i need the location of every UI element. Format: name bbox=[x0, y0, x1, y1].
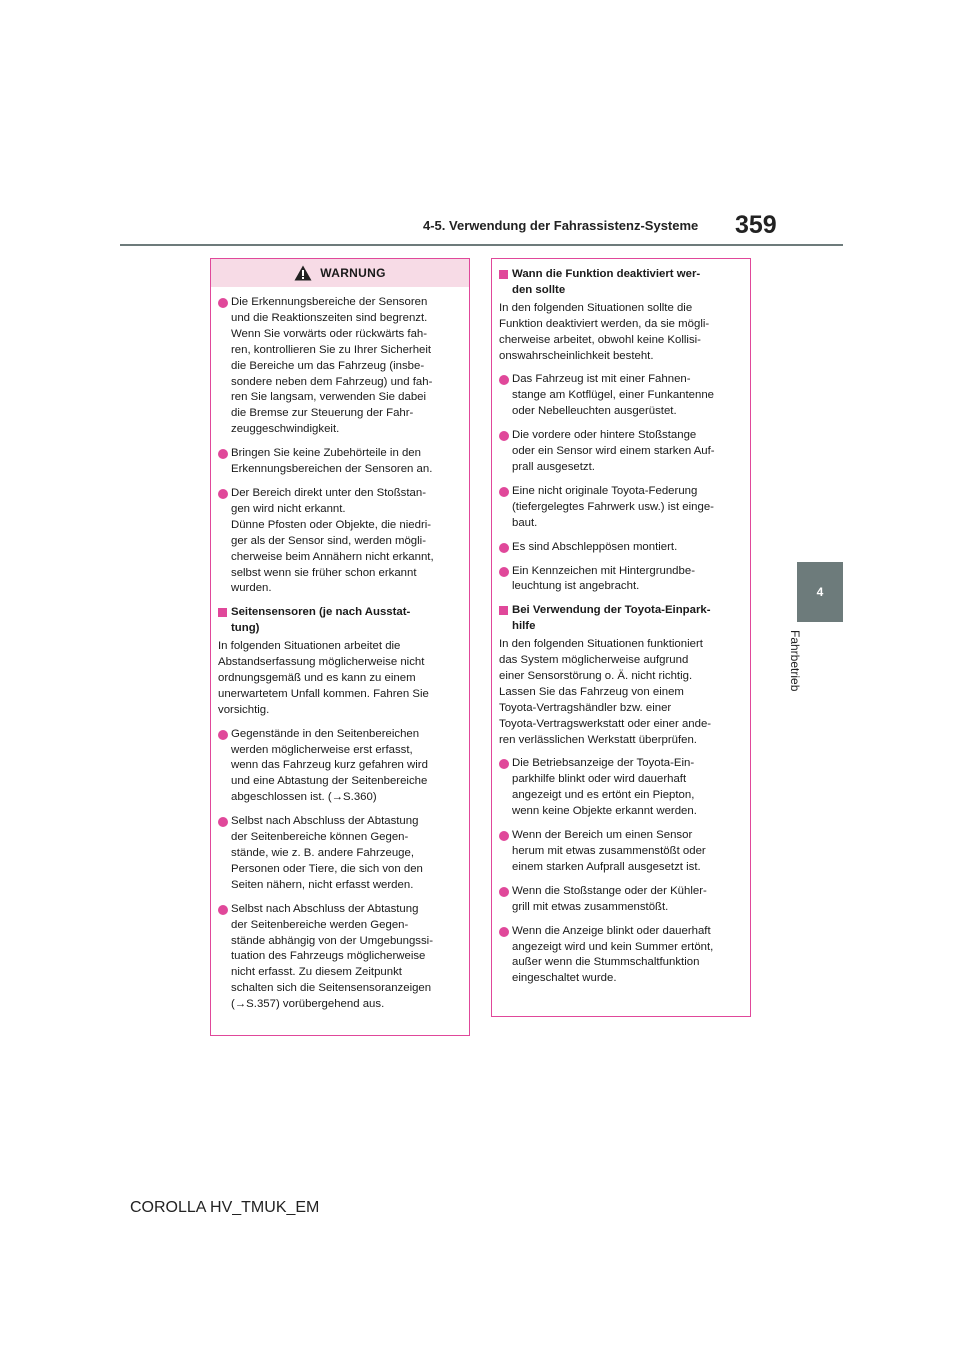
list-item-text: Selbst nach Abschluss der Abtastung der Seitenbereiche können Gegen- stände, wie z. B. andere Fahrzeuge, Personen oder Tiere, die sich von den Seiten nähern, nicht erfasst werden. bbox=[231, 815, 423, 891]
bullet-icon bbox=[218, 298, 228, 308]
section-paragraph: In den folgenden Situationen funktioniert das System möglicherweise aufgrund einer Sensorstörung o. Ä. nicht richtig. Lassen Sie das Fahrzeug von einem Toyota-Vertragshändler bzw. einer Toyota-Vertragswerkstatt oder einer ande- ren verlässlichen Werkstatt überprüfen. bbox=[499, 638, 712, 746]
list-item bbox=[218, 486, 461, 597]
warning-header bbox=[211, 259, 469, 287]
bullet-icon bbox=[218, 905, 228, 915]
bullet-icon bbox=[499, 759, 509, 769]
list-item-text: Gegenstände in den Seitenbereichen werden möglicherweise erst erfasst, wenn das Fahrzeug kurz gefahren wird und eine Abtastung der Seitenbereiche abgeschlossen ist. (→S.360) bbox=[231, 727, 428, 804]
section-paragraph: In den folgenden Situationen sollte die Funktion deaktiviert werden, da sie mögli- cherweise arbeitet, obwohl keine Kollisi- onswahrscheinlichkeit besteht. bbox=[499, 301, 710, 362]
footer-model-code: COROLLA HV_TMUK_EM bbox=[130, 1199, 320, 1216]
bullet-icon bbox=[499, 887, 509, 897]
list-item bbox=[499, 828, 742, 876]
list-item bbox=[218, 295, 461, 438]
list-item bbox=[499, 540, 742, 556]
section-heading-text: Wann die Funktion deaktiviert wer- den sollte bbox=[512, 268, 701, 296]
chapter-label: Fahrbetrieb bbox=[788, 630, 802, 692]
list-item-text: Es sind Abschleppösen montiert. bbox=[512, 540, 678, 553]
list-item-text: Die Erkennungsbereiche der Sensoren und die Reaktionszeiten sind begrenzt. Wenn Sie vorwärts oder rückwärts fah- ren, kontrollieren Sie zu Ihrer Sicherheit die Bereiche um das Fahrzeug (insbe- sondere neben dem Fahrzeug) und fah- ren Sie langsam, verwenden Sie dabei die Bremse zur Steuerung der Fahr- zeuggeschwindigkeit. bbox=[231, 296, 433, 436]
chapter-number: 4 bbox=[816, 585, 824, 599]
section-paragraph: In folgenden Situationen arbeitet die Abstandserfassung möglicherweise nicht ordnungsgemäß und es kann zu einem unerwartetem Unfall kommen. Fahren Sie vorsichtig. bbox=[218, 640, 429, 716]
list-item-text: Wenn der Bereich um einen Sensor herum mit etwas zusammenstößt oder einem starken Aufprall ausgesetzt ist. bbox=[512, 829, 706, 873]
bullet-icon bbox=[218, 817, 228, 827]
square-bullet-icon bbox=[499, 270, 508, 279]
bullet-icon bbox=[499, 375, 509, 385]
section-heading bbox=[499, 267, 742, 299]
list-item bbox=[499, 484, 742, 532]
bullet-icon bbox=[218, 489, 228, 499]
list-item-text: Die vordere oder hintere Stoßstange oder ein Sensor wird einem starken Auf- prall ausgesetzt. bbox=[512, 429, 715, 473]
list-item-text: Der Bereich direkt unter den Stoßstan- gen wird nicht erkannt. Dünne Pfosten oder Objekte, die niedri- ger als der Sensor sind, werden mögli- cherweise beim Annähern nicht erkannt, selbst wenn sie früher schon erkannt wurden. bbox=[231, 486, 434, 595]
bullet-icon bbox=[499, 831, 509, 841]
info-box bbox=[491, 258, 751, 1017]
list-item bbox=[218, 902, 461, 1013]
list-item bbox=[499, 564, 742, 596]
list-item bbox=[499, 372, 742, 420]
list-item bbox=[499, 924, 742, 988]
list-item-text: Selbst nach Abschluss der Abtastung der Seitenbereiche werden Gegen- stände abhängig von der Umgebungssi- tuation des Fahrzeugs möglicherweise nicht erfasst. Zu diesem Zeitpunkt schalten sich die Seitensensoranzeigen (→S.357) vorübergehend aus. bbox=[231, 902, 434, 1011]
warning-triangle-icon bbox=[294, 265, 312, 281]
list-item-text: Das Fahrzeug ist mit einer Fahnen- stange am Kotflügel, einer Funkantenne oder Nebelleuchten ausgerüstet. bbox=[512, 373, 715, 418]
running-header: 4-5. Verwendung der Fahrassistenz-Systeme bbox=[423, 218, 699, 233]
list-item-text: Wenn die Stoßstange oder der Kühler- grill mit etwas zusammenstößt. bbox=[512, 884, 707, 913]
bullet-icon bbox=[218, 449, 228, 459]
list-item bbox=[499, 756, 742, 820]
section-heading bbox=[499, 603, 742, 635]
list-item-text: Bringen Sie keine Zubehörteile in den Erkennungsbereichen der Sensoren an. bbox=[231, 447, 433, 476]
bullet-icon bbox=[499, 567, 509, 577]
section-heading-text: Seitensensoren (je nach Ausstat- tung) bbox=[231, 606, 411, 635]
square-bullet-icon bbox=[218, 608, 227, 617]
bullet-icon bbox=[218, 730, 228, 740]
list-item bbox=[218, 446, 461, 478]
list-item bbox=[499, 884, 742, 916]
list-item-text: Wenn die Anzeige blinkt oder dauerhaft angezeigt wird und kein Summer ertönt, außer wenn die Stummschaltfunktion eingeschaltet wurde. bbox=[512, 924, 714, 985]
list-item-text: Eine nicht originale Toyota-Federung (tiefergelegtes Fahrwerk usw.) ist einge- baut. bbox=[512, 484, 714, 529]
bullet-icon bbox=[499, 927, 509, 937]
bullet-icon bbox=[499, 487, 509, 497]
list-item-text: Die Betriebsanzeige der Toyota-Ein- parkhilfe blinkt oder wird dauerhaft angezeigt und es ertönt ein Piepton, wenn keine Objekte erkannt werden. bbox=[512, 757, 697, 818]
header-rule bbox=[120, 244, 843, 246]
square-bullet-icon bbox=[499, 606, 508, 615]
page-number: 359 bbox=[735, 211, 777, 239]
list-item bbox=[218, 727, 461, 807]
list-item-text: Ein Kennzeichen mit Hintergrundbe- leuchtung ist angebracht. bbox=[512, 564, 695, 593]
bullet-icon bbox=[499, 543, 509, 553]
bullet-icon bbox=[499, 431, 509, 441]
section-heading bbox=[218, 605, 461, 637]
warning-heading: WARNUNG bbox=[320, 266, 386, 280]
section-heading-text: Bei Verwendung der Toyota-Einpark- hilfe bbox=[512, 604, 711, 633]
warning-box bbox=[210, 258, 470, 1036]
chapter-tab bbox=[797, 562, 843, 622]
list-item bbox=[499, 428, 742, 476]
list-item bbox=[218, 814, 461, 894]
